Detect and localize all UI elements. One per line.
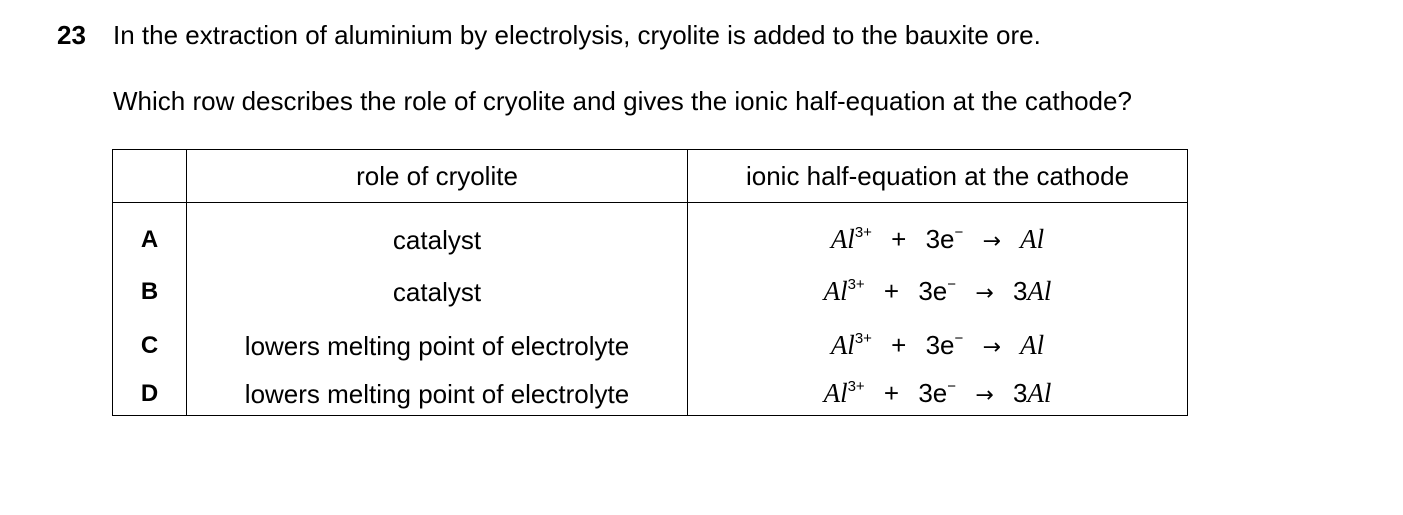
option-role: lowers melting point of electrolyte: [187, 319, 688, 373]
reaction-arrow: →: [975, 382, 994, 408]
product-symbol: Al: [1027, 377, 1052, 408]
option-letter: D: [113, 373, 187, 416]
question-number: 23: [57, 20, 86, 50]
option-equation: $Al^{3+} + 3e^- \to 3Al$: [688, 265, 1188, 319]
option-equation: $Al^{3+} + 3e^- \to Al$: [688, 203, 1188, 266]
product-symbol: Al: [1020, 329, 1045, 360]
electrons: 3e: [918, 275, 948, 306]
option-row-c: [113, 319, 1188, 373]
question-prompt: Which row describes the role of cryolite and gives the ionic half-equation at the cathode?: [113, 86, 1132, 116]
table-header-row: [113, 150, 1188, 203]
product-coefficient: 3: [1012, 377, 1028, 408]
header-letter: [113, 150, 187, 203]
ion-charge: 3+: [847, 377, 865, 395]
option-row-b: [113, 265, 1188, 319]
electrons: 3e: [925, 329, 955, 360]
reaction-arrow: →: [975, 280, 994, 306]
option-equation: $Al^{3+} + 3e^- \to Al$: [688, 319, 1188, 373]
option-row-a: [113, 203, 1188, 266]
product-symbol: Al: [1020, 223, 1045, 254]
ion-charge: 3+: [854, 329, 872, 347]
electron-charge: −: [947, 377, 957, 395]
electron-charge: −: [954, 223, 964, 241]
product-coefficient: 3: [1012, 275, 1028, 306]
header-role-of-cryolite: role of cryolite: [187, 150, 688, 203]
option-role: catalyst: [187, 265, 688, 319]
header-ionic-half-equation: ionic half-equation at the cathode: [688, 150, 1188, 203]
ion-symbol: Al: [830, 223, 855, 254]
answer-options-table: [112, 149, 1188, 416]
ion-symbol: Al: [830, 329, 855, 360]
ion-charge: 3+: [854, 223, 872, 241]
option-role: catalyst: [187, 203, 688, 266]
electrons: 3e: [918, 377, 948, 408]
electron-charge: −: [954, 329, 964, 347]
option-letter: A: [113, 203, 187, 266]
question-stem: In the extraction of aluminium by electrolysis, cryolite is added to the bauxite ore.: [113, 20, 1041, 50]
option-equation: $Al^{3+} + 3e^- \to 3Al$: [688, 373, 1188, 416]
electron-charge: −: [947, 275, 957, 293]
ion-charge: 3+: [847, 275, 865, 293]
electrons: 3e: [925, 223, 955, 254]
option-row-d: [113, 373, 1188, 416]
product-symbol: Al: [1027, 275, 1052, 306]
option-letter: C: [113, 319, 187, 373]
reaction-arrow: →: [982, 334, 1001, 360]
reaction-arrow: →: [982, 228, 1001, 254]
ion-symbol: Al: [823, 377, 848, 408]
option-letter: B: [113, 265, 187, 319]
option-role: lowers melting point of electrolyte: [187, 373, 688, 416]
ion-symbol: Al: [823, 275, 848, 306]
